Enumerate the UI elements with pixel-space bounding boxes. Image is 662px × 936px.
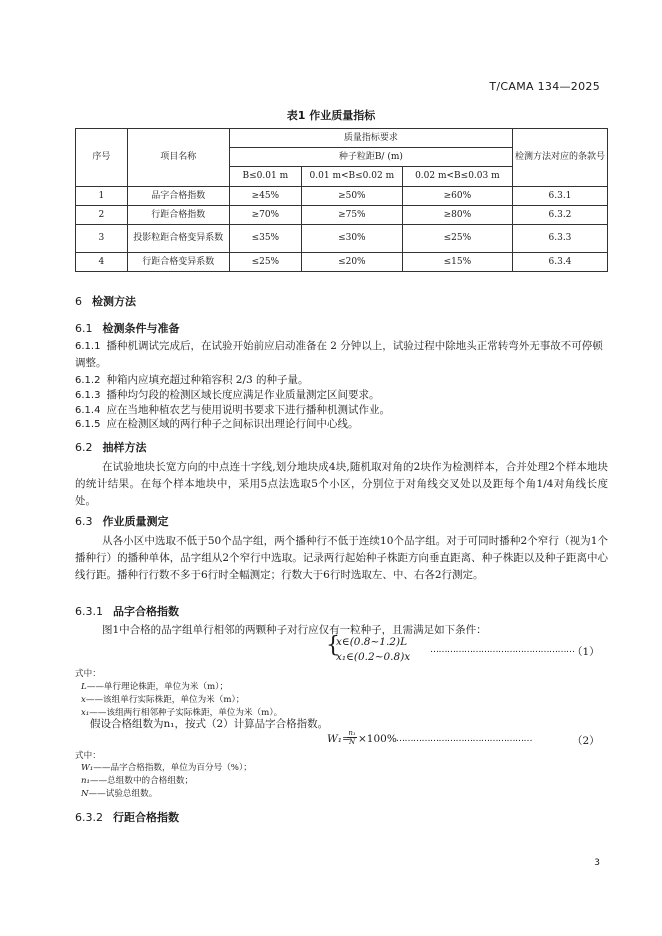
range-header: 0.02 m<B≤0.03 m	[402, 167, 512, 187]
clause-6-1-5	[75, 416, 608, 433]
variable-symbol: x₁	[81, 708, 90, 718]
cell-no: 4	[76, 253, 128, 272]
clause-number: 6.1.4	[75, 405, 101, 416]
col-header-seq: 序号	[76, 129, 128, 187]
cell-name: 品字合格指数	[127, 187, 229, 206]
cell-no: 3	[76, 225, 128, 253]
variable-symbol: x	[81, 695, 86, 705]
variable-def	[81, 788, 157, 802]
where-label-2: 式中：	[75, 751, 101, 761]
cell-clause: 6.3.2	[512, 206, 607, 225]
variable-symbol: N	[81, 789, 89, 799]
table-title: 表1 作业质量指标	[286, 109, 376, 122]
cell-value: ≥70%	[229, 206, 301, 225]
formula-2-numerator: n₁	[348, 729, 356, 737]
variable-desc: ——试验总组数。	[88, 789, 158, 799]
formula-1-number: （1）	[572, 646, 600, 658]
paragraph-pin-group: 图1中合格的品字组单行相邻的两颗种子对行应仅有一粒种子，且需满足如下条件：	[102, 624, 487, 636]
formula-1-line-1: x∈(0.8~1.2)L	[336, 636, 408, 648]
document-code: T/CAMA 134—2025	[489, 80, 600, 93]
variable-desc: ——该组单行实际株距，单位为米（m）；	[85, 695, 245, 705]
formula-1-line-2: x₁∈(0.2~0.8)x	[336, 651, 411, 663]
clause-text: 播种均匀段的检测区域长度应满足作业质量测定区间要求。	[106, 389, 380, 401]
clause-number: 6.1.3	[75, 390, 101, 401]
section-number: 6.3.1	[75, 605, 103, 618]
formula-2-rhs: ×100%	[358, 733, 397, 745]
formula-2-number: （2）	[572, 735, 600, 747]
section-number: 6.3	[75, 515, 93, 528]
section-heading-6-3-2	[75, 809, 179, 825]
range-header: 0.01 m<B≤0.02 m	[301, 167, 402, 187]
variable-def	[81, 681, 228, 695]
clause-text: 应在检测区域的两行种子之间标识出理论行间中心线。	[106, 418, 359, 430]
cell-name: 投影粒距合格变异系数	[127, 225, 229, 253]
clause-number: 6.1.5	[75, 419, 101, 430]
variable-desc: ——该组两行相邻种子实际株距，单位为米（m）。	[89, 708, 283, 718]
formula-2-lhs: W₁=	[327, 733, 351, 745]
table-row	[76, 206, 608, 225]
formula-2-fraction	[347, 729, 357, 746]
section-heading-6-2	[75, 439, 147, 455]
page-number: 3	[594, 858, 600, 868]
variable-def	[81, 762, 252, 776]
cell-value: ≤25%	[402, 225, 512, 253]
cell-value: ≥75%	[301, 206, 402, 225]
col-header-method: 检测方法对应的条款号	[512, 129, 607, 187]
quality-index-table	[75, 128, 608, 272]
variable-def	[81, 775, 193, 789]
variable-desc: ——单行理论株距，单位为米（m）；	[86, 682, 229, 692]
cell-clause: 6.3.1	[512, 187, 607, 206]
cell-value: ≤30%	[301, 225, 402, 253]
section-title: 抽样方法	[102, 441, 147, 454]
section-heading-6-3	[75, 513, 169, 529]
paragraph-assume: 假设合格组数为n₁，按式（2）计算品字合格指数。	[90, 718, 329, 730]
formula-2-denominator: N	[348, 738, 356, 746]
cell-value: ≥60%	[402, 187, 512, 206]
section-number: 6.1	[75, 322, 93, 335]
cell-value: ≤15%	[402, 253, 512, 272]
formula-brace: {	[326, 633, 340, 658]
section-heading-6	[75, 293, 136, 309]
table-row	[76, 225, 608, 253]
cell-clause: 6.3.4	[512, 253, 607, 272]
where-label-1: 式中：	[75, 669, 101, 679]
cell-name: 行距合格指数	[127, 206, 229, 225]
variable-symbol: L	[81, 682, 87, 692]
section-title: 行距合格指数	[113, 811, 179, 824]
section-heading-6-3-1	[75, 603, 179, 619]
section-number: 6.3.2	[75, 811, 103, 824]
col-header-spacing: 种子粒距B/ (m)	[229, 148, 512, 167]
cell-value: ≥45%	[229, 187, 301, 206]
formula-2-leader: …………………………………………	[396, 734, 532, 744]
cell-value: ≤35%	[229, 225, 301, 253]
clause-6-1-1	[75, 338, 608, 372]
paragraph-sampling: 在试验地块长宽方向的中点连十字线,划分地块成4块,随机取对角的2块作为检测样本，合并处理2个样本地块的统计结果。在每个样本地块中，采用5点法选取5个小区，分别位于对角线交叉处以及距每个角1/4对角线长度处。	[75, 461, 608, 507]
cell-value: ≤25%	[229, 253, 301, 272]
clause-number: 6.1.1	[75, 341, 101, 352]
variable-symbol: W₁	[81, 763, 94, 773]
cell-value: ≤20%	[301, 253, 402, 272]
variable-symbol: n₁	[81, 776, 90, 786]
range-header: B≤0.01 m	[229, 167, 301, 187]
variable-desc: ——品字合格指数，单位为百分号（%）；	[93, 763, 252, 773]
section-title: 作业质量测定	[102, 515, 169, 528]
table-row	[76, 187, 608, 206]
cell-value: ≥50%	[301, 187, 402, 206]
section-title: 品字合格指数	[113, 605, 179, 618]
formula-1-leader: ……………………………………………	[430, 645, 575, 655]
section-title: 检测方法	[92, 295, 136, 308]
cell-clause: 6.3.3	[512, 225, 607, 253]
variable-def	[81, 694, 244, 708]
section-heading-6-1	[75, 320, 180, 336]
cell-value: ≥80%	[402, 206, 512, 225]
paragraph-measurement: 从各小区中选取不低于50个品字组，两个播种行不低于连续10个品字组。对于可同时播种2个窄行（视为1个播种行）的播种单体，品字组从2个窄行中选取。记录两行起始种子株距方向垂直距离、种子株距以及种子距离中心线行距。播种行行数不多于6行时全幅测定；行数大于6行时选取左、中、右各2行测定。	[75, 535, 608, 581]
variable-desc: ——总组数中的合格组数；	[89, 776, 194, 786]
section-title: 检测条件与准备	[102, 322, 180, 335]
col-header-item: 项目名称	[127, 129, 229, 187]
cell-no: 2	[76, 206, 128, 225]
clause-text: 应在当地种植农艺与使用说明书要求下进行播种机测试作业。	[106, 404, 390, 416]
col-header-quality: 质量指标要求	[229, 129, 512, 148]
clause-text: 播种机调试完成后，在试验开始前应启动准备在 2 分钟以上，试验过程中除地头正常转弯外无事故不可停顿调整。	[75, 340, 603, 369]
cell-no: 1	[76, 187, 128, 206]
section-number: 6	[75, 295, 82, 308]
clause-number: 6.1.2	[75, 375, 101, 386]
section-number: 6.2	[75, 441, 93, 454]
clause-text: 种箱内应填充超过种箱容积 2/3 的种子量。	[106, 374, 309, 386]
cell-name: 行距合格变异系数	[127, 253, 229, 272]
table-row	[76, 253, 608, 272]
